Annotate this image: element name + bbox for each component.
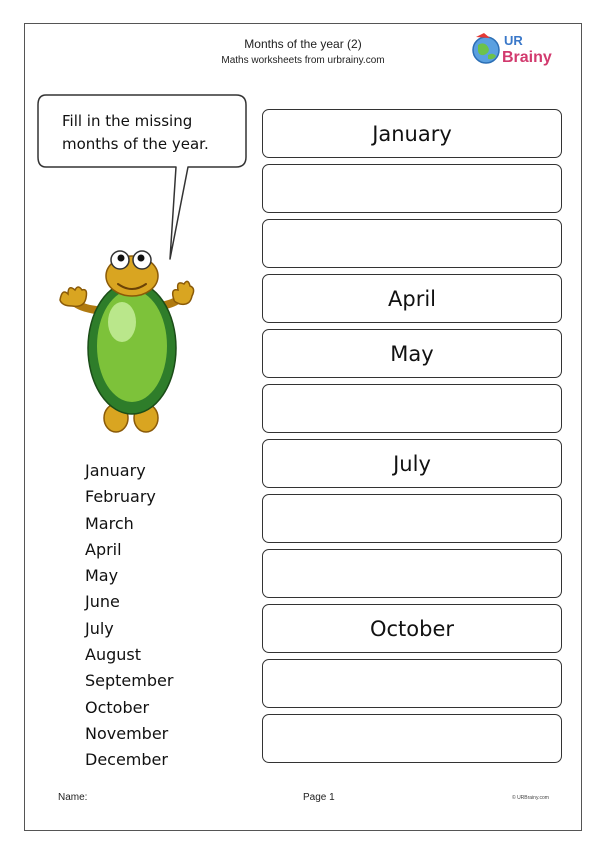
answer-boxes: [262, 109, 562, 769]
word-list-item: October: [85, 697, 150, 717]
word-list-item: May: [85, 566, 119, 586]
word-list-item: January: [85, 461, 146, 480]
page-subtitle: Maths worksheets from urbrainy.com: [221, 55, 385, 66]
answer-box-11[interactable]: [262, 659, 562, 708]
word-list-item: September: [85, 671, 174, 691]
month-word-list: [85, 458, 173, 774]
instruction-text: [62, 110, 232, 156]
word-list-item: June: [85, 592, 120, 612]
turtle-mascot: [56, 240, 196, 440]
page-title: Months of the year (2): [244, 37, 362, 51]
word-list-item: December: [85, 750, 168, 770]
name-label: Name:: [58, 792, 88, 803]
logo-text-brainy: Brainy: [502, 49, 552, 66]
instruction-line-2: months of the year.: [62, 135, 209, 153]
answer-box-7[interactable]: July: [262, 439, 562, 488]
page-number: Page 1: [303, 792, 335, 803]
answer-box-8[interactable]: [262, 494, 562, 543]
answer-box-9[interactable]: [262, 549, 562, 598]
copyright-text: © URBrainy.com: [512, 795, 549, 801]
answer-box-6[interactable]: [262, 384, 562, 433]
word-list-item: March: [85, 513, 134, 533]
word-list-item: February: [85, 487, 156, 507]
word-list-item: August: [85, 645, 141, 665]
word-list-item: July: [85, 618, 114, 638]
answer-box-1[interactable]: January: [262, 109, 562, 158]
urbrainy-logo: [466, 28, 562, 70]
word-list-item: April: [85, 539, 122, 559]
answer-box-3[interactable]: [262, 219, 562, 268]
instruction-line-1: Fill in the missing: [62, 112, 193, 130]
word-list-item: November: [85, 723, 169, 743]
logo-text-ur: UR: [504, 33, 523, 48]
answer-box-10[interactable]: October: [262, 604, 562, 653]
answer-box-12[interactable]: [262, 714, 562, 763]
answer-box-5[interactable]: May: [262, 329, 562, 378]
answer-box-2[interactable]: [262, 164, 562, 213]
answer-box-4[interactable]: April: [262, 274, 562, 323]
